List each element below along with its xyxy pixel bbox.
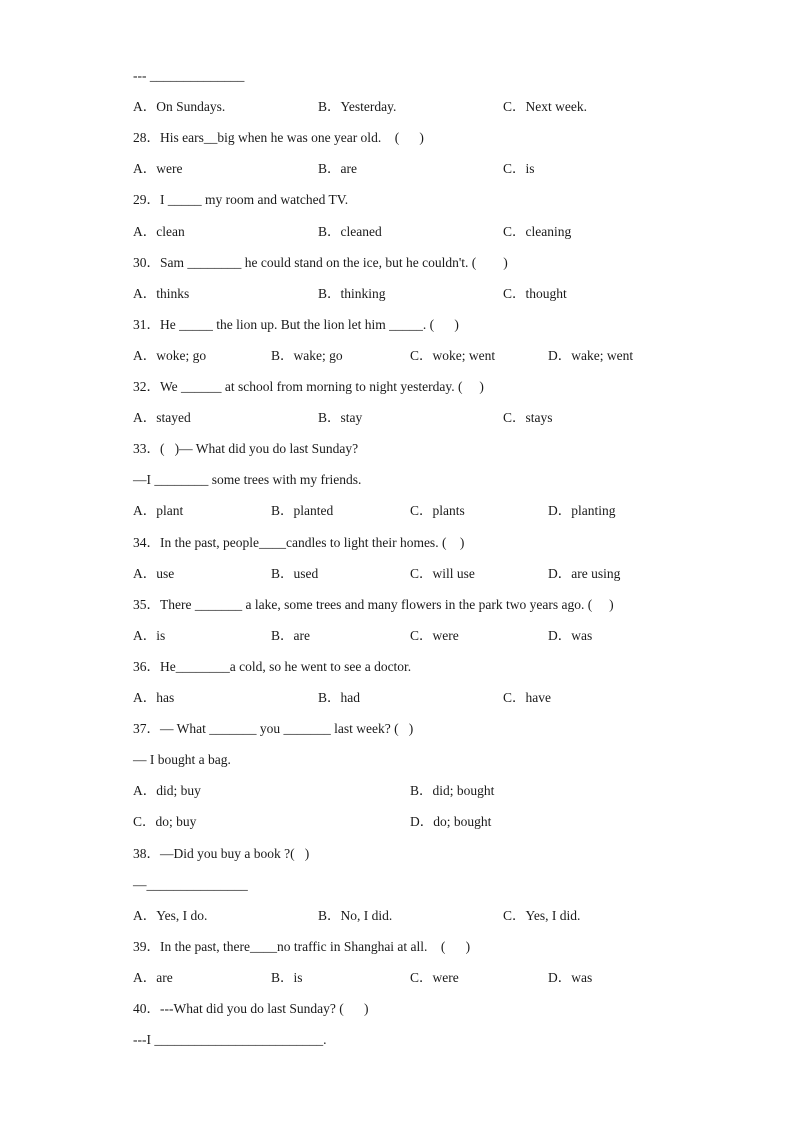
question-line: — I bought a bag. [133,752,231,768]
option-choice: A．use [133,565,175,581]
question-line: 28．His ears__big when he was one year old. ( ) [133,130,424,146]
option-choice: B．wake; go [271,347,343,363]
option-choice: C．thought [503,285,567,301]
option-choice: A．has [133,690,175,705]
question-line: 31．He _____ the lion up. But the lion let him _____. ( ) [133,316,459,332]
question-line: 37．— What _______ you _______ last week? ( ) [133,721,414,737]
option-choice: C．do; buy [133,814,197,830]
option-choice: C．is [503,161,535,177]
option-choice: C．were [410,627,459,643]
option-choice: B．thinking [318,285,386,301]
option-choice: A．thinks [133,285,190,301]
option-choice: A．clean [133,223,185,239]
option-choice: A．plant [133,503,184,519]
option-choice: B．Yesterday. [318,99,397,115]
option-choice: A．were [133,161,183,177]
question-line: 32．We ______ at school from morning to night yesterday. ( ) [133,379,484,394]
question-line: —_______________ [133,876,248,892]
question-line: —I ________ some trees with my friends. [133,472,362,488]
option-choice: B．stay [318,410,363,426]
option-choice: D．was [548,627,593,643]
option-choice: A．woke; go [133,347,207,363]
option-choice: B．planted [271,503,334,519]
option-choice: C．plants [410,503,465,519]
question-line: --- ______________ [133,68,245,83]
option-choice: A．Yes, I do. [133,907,208,923]
question-line: 30．Sam ________ he could stand on the ice, but he couldn't. ( ) [133,254,508,270]
question-line: 29．I _____ my room and watched TV. [133,192,349,208]
question-line: 33．( )— What did you do last Sunday? [133,441,359,457]
question-line: 38．—Did you buy a book ?( ) [133,845,310,861]
option-choice: B．No, I did. [318,907,393,923]
option-choice: D．planting [548,503,616,519]
option-choice: C．Yes, I did. [503,907,581,923]
option-choice: C．will use [410,565,475,581]
option-choice: B．used [271,565,319,581]
question-line: 34．In the past, people____candles to light their homes. ( ) [133,534,465,550]
question-line: 40．---What did you do last Sunday? ( ) [133,1001,369,1016]
option-choice: D．are using [548,565,621,581]
option-choice: A．stayed [133,410,191,426]
option-choice: C．cleaning [503,223,572,239]
option-choice: A．are [133,969,173,985]
option-choice: B．did; bought [410,783,495,799]
question-line: 35．There _______ a lake, some trees and many flowers in the park two years ago. ( ) [133,596,614,612]
option-choice: B．are [318,161,357,177]
option-choice: C．Next week. [503,99,587,115]
option-choice: B．had [318,690,360,705]
question-line: 39．In the past, there____no traffic in Shanghai at all. ( ) [133,938,471,954]
question-line: 36．He________a cold, so he went to see a doctor. [133,658,412,674]
option-choice: B．is [271,969,303,985]
option-choice: D．was [548,969,593,985]
question-line: ---I _________________________. [133,1032,327,1048]
option-choice: B．cleaned [318,223,382,239]
option-choice: B．are [271,627,310,643]
option-choice: C．stays [503,410,553,426]
option-choice: A．On Sundays. [133,99,226,115]
option-choice: A．is [133,627,166,643]
option-choice: A．did; buy [133,783,201,799]
option-choice: C．were [410,969,459,985]
option-choice: C．have [503,690,551,705]
option-choice: D．wake; went [548,347,634,363]
option-choice: D．do; bought [410,814,492,830]
option-choice: C．woke; went [410,347,496,363]
